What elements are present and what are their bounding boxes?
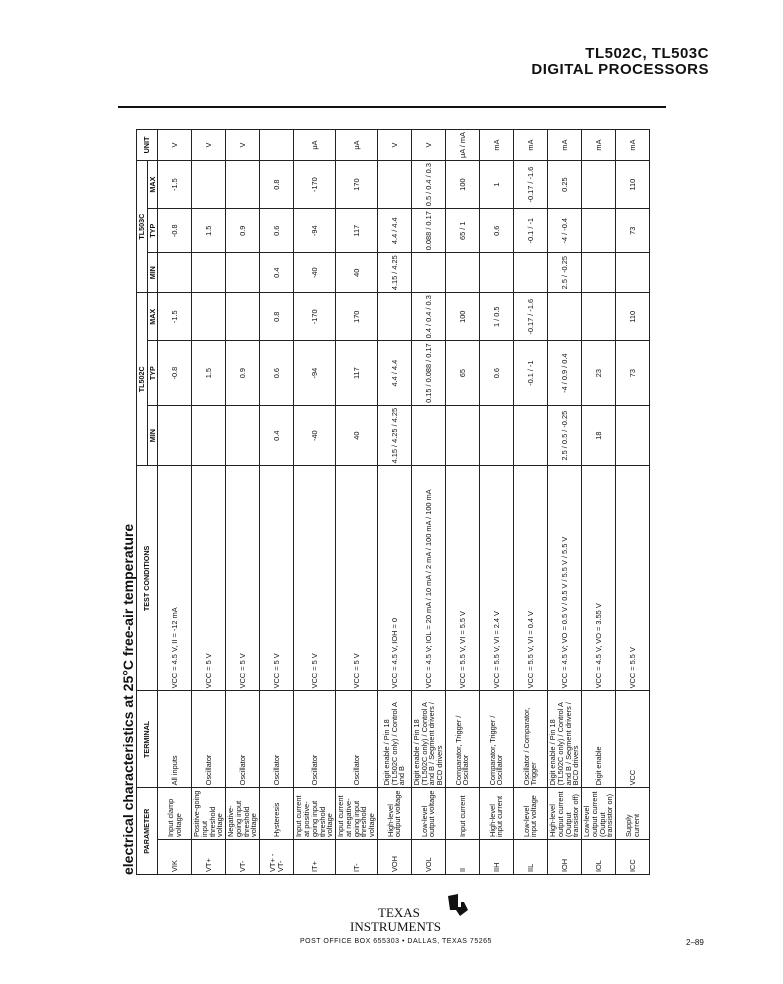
value-cell — [158, 405, 192, 465]
value-cell: 0.25 — [547, 161, 581, 209]
table-row — [192, 130, 226, 875]
value-cell: -1.5 — [158, 293, 192, 341]
value-cell — [582, 253, 616, 293]
unit-cell: V — [226, 130, 260, 161]
value-cell: -0.8 — [158, 341, 192, 406]
terminal-cell: Oscillator — [294, 691, 336, 788]
value-cell: 1.5 — [192, 209, 226, 253]
value-cell: 0.4 / 0.4 / 0.3 — [411, 293, 445, 341]
table-row — [226, 130, 260, 875]
param-name: Hysteresis — [260, 788, 294, 840]
test-condition-cell: VCC = 5 V — [226, 466, 260, 691]
test-condition-cell: VCC = 4.5 V; VO = 0.5 V / 0.5 V / 5.5 V / 5.5 V — [547, 466, 581, 691]
test-condition-cell: VCC = 5.5 V — [616, 466, 650, 691]
ti-logo-text — [350, 906, 441, 934]
param-symbol: VT- — [226, 840, 260, 875]
table-row — [479, 130, 513, 875]
test-condition-cell: VCC = 4.5 V; IOL = 20 mA / 10 mA / 2 mA / 100 mA / 100 mA — [411, 466, 445, 691]
table-caption: electrical characteristics at 25°C free-air temperature — [120, 523, 136, 875]
header-rule — [118, 106, 666, 108]
unit-cell: V — [411, 130, 445, 161]
value-cell: -94 — [294, 209, 336, 253]
value-cell — [513, 405, 547, 465]
col-terminal: TERMINAL — [137, 691, 158, 788]
value-cell: 170 — [336, 293, 378, 341]
value-cell: 0.5 / 0.4 / 0.3 — [411, 161, 445, 209]
test-condition-cell: VCC = 4.5 V, II = -12 mA — [158, 466, 192, 691]
footer-address: POST OFFICE BOX 655303 • DALLAS, TEXAS 75265 — [300, 938, 492, 945]
page-number: 2–89 — [686, 938, 704, 947]
value-cell: -0.1 / -1 — [513, 341, 547, 406]
terminal-cell: Oscillator — [260, 691, 294, 788]
value-cell — [411, 405, 445, 465]
value-cell: 100 — [445, 293, 479, 341]
value-cell: -0.17 / -1.6 — [513, 293, 547, 341]
test-condition-cell: VCC = 5 V — [294, 466, 336, 691]
param-name: Input current at negative-going input threshold voltage — [336, 788, 378, 840]
value-cell: 0.6 — [479, 209, 513, 253]
value-cell: 110 — [616, 161, 650, 209]
col-min: MIN — [147, 405, 158, 465]
param-name: Negative-going input threshold voltage — [226, 788, 260, 840]
value-cell — [226, 161, 260, 209]
param-name: Input current at positive-going input threshold voltage — [294, 788, 336, 840]
test-condition-cell: VCC = 4.5 V, IOH = 0 — [377, 466, 411, 691]
value-cell: 0.4 — [260, 405, 294, 465]
value-cell: 40 — [336, 253, 378, 293]
value-cell — [192, 293, 226, 341]
value-cell: -170 — [294, 161, 336, 209]
value-cell: -0.1 / -1 — [513, 209, 547, 253]
param-name: Low-level input voltage — [513, 788, 547, 840]
col-typ: TYP — [147, 209, 158, 253]
terminal-cell: Digit enable / Pin 18 (TL502C only) / Control A and B / Segment drivers / BCD drivers — [411, 691, 445, 788]
param-symbol: II — [445, 840, 479, 875]
unit-cell: mA — [582, 130, 616, 161]
value-cell: 0.8 — [260, 161, 294, 209]
param-name: Low-level output current (Output transistor on) — [582, 788, 616, 840]
value-cell: 40 — [336, 405, 378, 465]
value-cell: 117 — [336, 209, 378, 253]
value-cell: -0.8 — [158, 209, 192, 253]
test-condition-cell: VCC = 4.5 V, VO = 3.55 V — [582, 466, 616, 691]
value-cell: -0.17 / -1.6 — [513, 161, 547, 209]
logo-line-texas: TEXAS — [378, 905, 420, 920]
value-cell — [192, 405, 226, 465]
value-cell: 100 — [445, 161, 479, 209]
value-cell: 2.5 / -0.25 — [547, 253, 581, 293]
test-condition-cell: VCC = 5.5 V, VI = 0.4 V — [513, 466, 547, 691]
param-name: High-level output voltage — [377, 788, 411, 840]
value-cell: 73 — [616, 209, 650, 253]
value-cell: 117 — [336, 341, 378, 406]
table-row — [582, 130, 616, 875]
col-tl502c: TL502C — [137, 293, 148, 466]
terminal-cell: Comparator, Trigger / Oscillator — [445, 691, 479, 788]
value-cell: 0.15 / 0.088 / 0.17 — [411, 341, 445, 406]
value-cell: 170 — [336, 161, 378, 209]
col-test-conditions: TEST CONDITIONS — [137, 466, 158, 691]
terminal-cell: Digit enable / Pin 18 (TL502C only) / Control A and B — [377, 691, 411, 788]
test-condition-cell: VCC = 5 V — [336, 466, 378, 691]
param-name: Supply current — [616, 788, 650, 840]
test-condition-cell: VCC = 5 V — [192, 466, 226, 691]
value-cell — [226, 405, 260, 465]
table-row — [158, 130, 192, 875]
param-name: Positive-going input threshold voltage — [192, 788, 226, 840]
param-symbol: VT+ — [192, 840, 226, 875]
unit-cell: V — [158, 130, 192, 161]
terminal-cell: Oscillator — [226, 691, 260, 788]
logo-line-instruments: INSTRUMENTS — [350, 919, 442, 934]
value-cell: 4.15 / 4.25 — [377, 253, 411, 293]
electrical-characteristics-table — [136, 129, 650, 875]
unit-cell: mA — [547, 130, 581, 161]
value-cell: -94 — [294, 341, 336, 406]
unit-cell: V — [192, 130, 226, 161]
value-cell — [582, 293, 616, 341]
col-max: MAX — [147, 161, 158, 209]
table-row — [260, 130, 294, 875]
param-symbol: IT+ — [294, 840, 336, 875]
table-row — [547, 130, 581, 875]
value-cell: 2.5 / 0.5 / -0.25 — [547, 405, 581, 465]
value-cell: 4.15 / 4.25 / 4.25 — [377, 405, 411, 465]
value-cell — [226, 293, 260, 341]
value-cell — [445, 405, 479, 465]
value-cell — [192, 253, 226, 293]
value-cell: -4 / 0.9 / 0.4 — [547, 341, 581, 406]
param-symbol: VOH — [377, 840, 411, 875]
table-row — [411, 130, 445, 875]
value-cell — [616, 253, 650, 293]
table-row — [294, 130, 336, 875]
param-symbol: ICC — [616, 840, 650, 875]
value-cell — [158, 253, 192, 293]
table-row — [513, 130, 547, 875]
param-name: Input clamp voltage — [158, 788, 192, 840]
unit-cell: mA — [616, 130, 650, 161]
value-cell — [582, 209, 616, 253]
unit-cell — [260, 130, 294, 161]
col-tl503c: TL503C — [137, 161, 148, 293]
terminal-cell: Digit enable / Pin 18 (TL502C only) / Control A and B / Segment drivers / BCD drivers — [547, 691, 581, 788]
param-symbol: IIL — [513, 840, 547, 875]
value-cell: 110 — [616, 293, 650, 341]
unit-cell: mA — [479, 130, 513, 161]
value-cell: 1 — [479, 161, 513, 209]
value-cell: 4.4 / 4.4 — [377, 209, 411, 253]
col-unit: UNIT — [137, 130, 158, 161]
param-symbol: IT- — [336, 840, 378, 875]
param-name: High-level output current (Output transistor off) — [547, 788, 581, 840]
value-cell: 0.6 — [479, 341, 513, 406]
test-condition-cell: VCC = 5.5 V, VI = 2.4 V — [479, 466, 513, 691]
value-cell: 1.5 — [192, 341, 226, 406]
value-cell — [377, 293, 411, 341]
value-cell — [411, 253, 445, 293]
value-cell — [582, 161, 616, 209]
param-symbol: IOL — [582, 840, 616, 875]
value-cell: 1 / 0.5 — [479, 293, 513, 341]
terminal-cell: Digit enable — [582, 691, 616, 788]
value-cell: 0.9 — [226, 209, 260, 253]
terminal-cell: Oscillator — [336, 691, 378, 788]
table-row — [377, 130, 411, 875]
col-min: MIN — [147, 253, 158, 293]
value-cell — [479, 253, 513, 293]
value-cell: 0.9 — [226, 341, 260, 406]
param-name: High-level input current — [479, 788, 513, 840]
value-cell: 65 / 1 — [445, 209, 479, 253]
terminal-cell: All inputs — [158, 691, 192, 788]
terminal-cell: Oscillator — [192, 691, 226, 788]
unit-cell: V — [377, 130, 411, 161]
value-cell: 23 — [582, 341, 616, 406]
terminal-cell: VCC — [616, 691, 650, 788]
value-cell: 4.4 / 4.4 — [377, 341, 411, 406]
value-cell — [377, 161, 411, 209]
value-cell — [616, 405, 650, 465]
value-cell: 73 — [616, 341, 650, 406]
value-cell: -40 — [294, 405, 336, 465]
param-symbol: VOL — [411, 840, 445, 875]
header-title: TL502C, TL503C — [585, 45, 709, 62]
unit-cell: mA — [513, 130, 547, 161]
value-cell — [479, 405, 513, 465]
value-cell — [192, 161, 226, 209]
param-symbol: VIK — [158, 840, 192, 875]
param-symbol: VT+ - VT- — [260, 840, 294, 875]
value-cell: 0.8 — [260, 293, 294, 341]
param-symbol: IOH — [547, 840, 581, 875]
value-cell — [513, 253, 547, 293]
value-cell: 0.088 / 0.17 — [411, 209, 445, 253]
unit-cell: μA — [336, 130, 378, 161]
value-cell: 0.4 — [260, 253, 294, 293]
value-cell — [547, 293, 581, 341]
terminal-cell: Comparator, Trigger / Oscillator — [479, 691, 513, 788]
test-condition-cell: VCC = 5.5 V, VI = 5.5 V — [445, 466, 479, 691]
header-subtitle: DIGITAL PROCESSORS — [531, 61, 709, 78]
value-cell: 18 — [582, 405, 616, 465]
value-cell: -170 — [294, 293, 336, 341]
value-cell: -4 / -0.4 — [547, 209, 581, 253]
ti-logo-icon — [444, 890, 472, 918]
unit-cell: μA — [294, 130, 336, 161]
col-typ: TYP — [147, 341, 158, 406]
value-cell: -40 — [294, 253, 336, 293]
value-cell: 0.6 — [260, 209, 294, 253]
terminal-cell: Oscillator / Comparator, Trigger — [513, 691, 547, 788]
test-condition-cell: VCC = 5 V — [260, 466, 294, 691]
col-max: MAX — [147, 293, 158, 341]
param-symbol: IIH — [479, 840, 513, 875]
unit-cell: μA / mA — [445, 130, 479, 161]
value-cell: -1.5 — [158, 161, 192, 209]
table-row — [616, 130, 650, 875]
rotated-spec-page — [120, 115, 664, 875]
value-cell — [226, 253, 260, 293]
value-cell: 0.6 — [260, 341, 294, 406]
value-cell — [445, 253, 479, 293]
table-row — [336, 130, 378, 875]
param-name: Input current — [445, 788, 479, 840]
col-parameter: PARAMETER — [137, 788, 158, 875]
table-row — [445, 130, 479, 875]
param-name: Low-level output voltage — [411, 788, 445, 840]
value-cell: 65 — [445, 341, 479, 406]
